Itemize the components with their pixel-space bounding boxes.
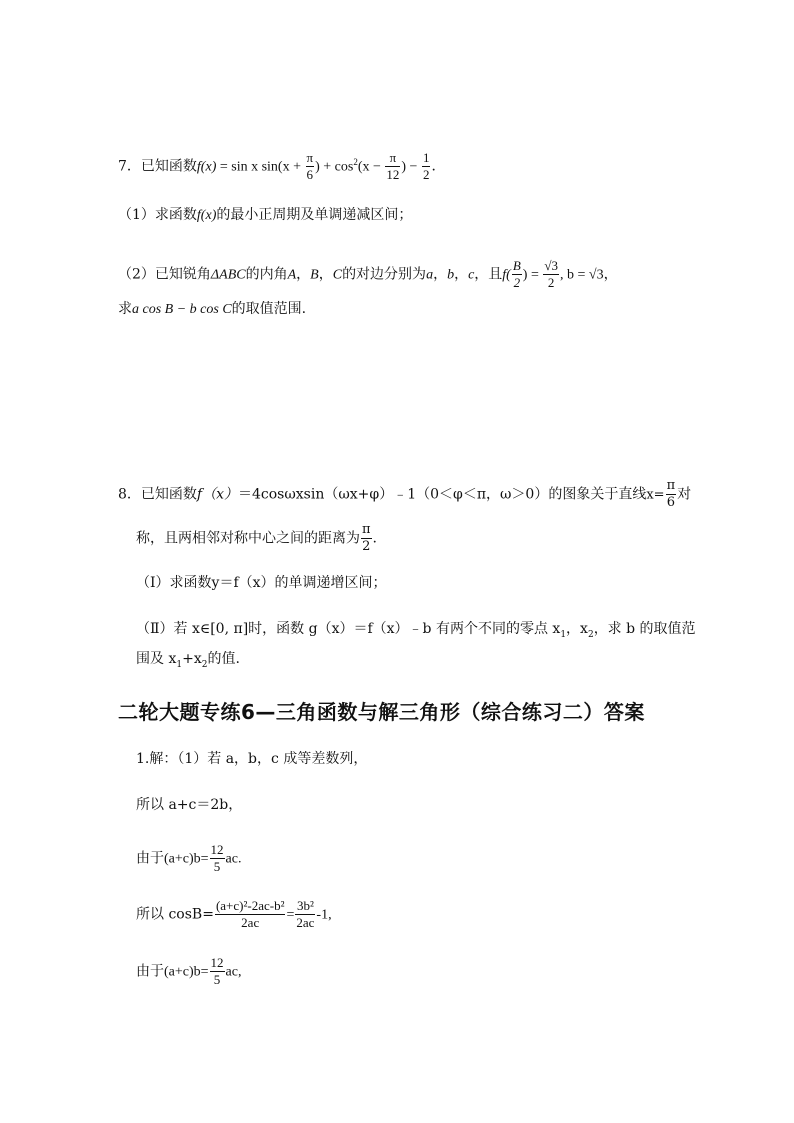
answer-line-4: 所以 cosB= $\frac{\text{(a+c)²-2ac-b²}}{2ac}$ = $\frac{\text{3b²}}{2ac}$ -1, [136,898,332,930]
q7-statement: 7．已知函数f(x) = sin x sin(x + $\frac{\pi}{6}$ ) + $\cos^2(x$ − $\frac{\pi}{12}$ ) − $\frac{1}{2}$ ． [118,150,446,182]
fraction-12-5-b: $\frac{12}{5}$ [210,955,224,987]
q8-part2: （Ⅱ）若 x∈[0, π]时，函数 g（x）＝f（x）﹣b 有两个不同的零点 $x_1$，$x_2$，求 b 的取值范 [136,621,696,640]
fraction-cosB-2: $\frac{\text{3b²}}{2ac}$ [296,898,315,930]
q7-part2-cont: 求a cos B − b cos C的取值范围. [118,301,307,317]
answer-line-5: 由于(a+c)b= $\frac{12}{5}$ ac, [136,955,242,987]
answer-line-2: 所以 a+c＝2b， [136,797,243,813]
fraction-1-2: $\frac{1}{2}$ [422,150,430,182]
q8-part1: （Ⅰ）求函数y＝f（x）的单调递增区间； [136,575,387,591]
fraction-pi-12: $\frac{\pi}{12}$ [386,150,400,182]
answer-heading: 二轮大题专练6—三角函数与解三角形（综合练习二）答案 [118,700,645,724]
q8-statement-cont: 称，且两相邻对称中心之间的距离为 $\frac{\pi}{2}$ . [136,522,377,554]
answer-line-1: 1.解：（1）若 a，b，c 成等差数列， [136,751,368,767]
fraction-pi-2: $\frac{\pi}{2}$ [362,522,371,554]
fraction-cosB-1: $\frac{\text{(a+c)²-2ac-b²}}{2ac}$ [215,898,285,930]
fraction-pi-6-q8: $\frac{\pi}{6}$ [666,478,676,510]
fraction-12-5: $\frac{12}{5}$ [210,842,224,874]
fraction-sqrt3-2: $\frac{√3}{2}$ [544,258,558,290]
q7-part2: （2）已知锐角ΔABC的内角A，B，C的对边分别为a，b，c，且f( $\frac{B}{2}$ ) = $\frac{√3}{2}$ , b = √3， [118,258,618,290]
fraction-pi-6: $\frac{\pi}{6}$ [306,150,314,182]
q7-lead: 7．已知函数 [118,158,197,175]
fraction-B-2: $\frac{B}{2}$ [512,258,521,290]
q8-statement: 8．已知函数f（x）＝4cosωxsin（ωx+φ）﹣1（0＜φ＜π，ω＞0）的图象关于直线x= $\frac{\pi}{6}$ 对 [118,478,692,510]
q7-part1: （1）求函数f(x)的最小正周期及单调递减区间； [118,207,413,223]
answer-line-3: 由于(a+c)b= $\frac{12}{5}$ ac. [136,842,242,874]
q8-part2-cont: 围及 $x_1+x_2$的值. [136,651,240,670]
